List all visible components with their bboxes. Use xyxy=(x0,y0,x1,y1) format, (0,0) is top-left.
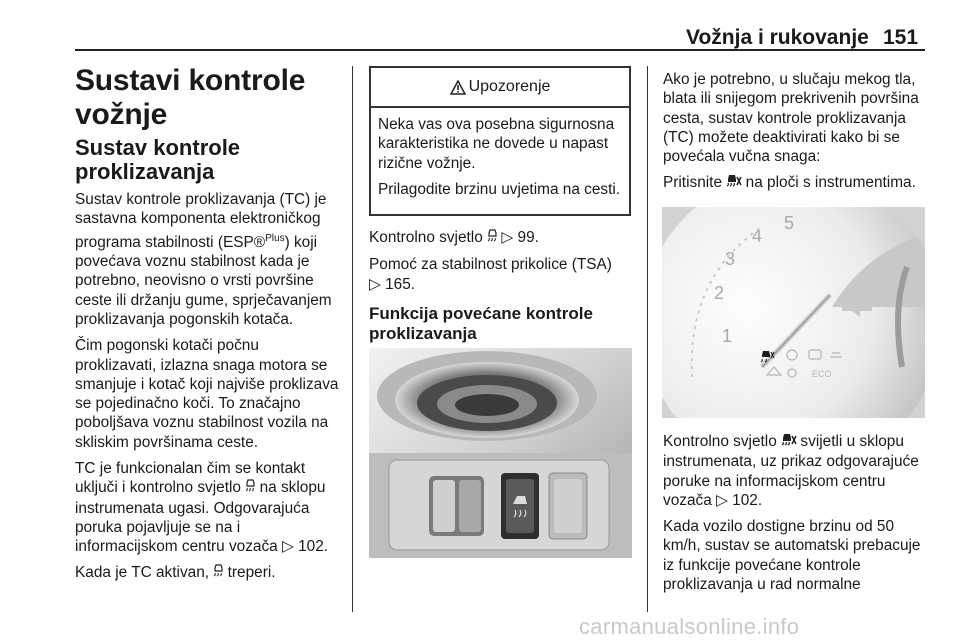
paragraph xyxy=(369,255,633,294)
warning-triangle-icon xyxy=(450,80,466,95)
paragraph xyxy=(369,228,633,248)
subsection-heading: Sustav kontrole proklizavanja xyxy=(75,135,241,184)
warning-title: Upozorenje xyxy=(468,78,551,95)
text-span: TC je funkcionalan čim se kontakt uključi i kontrolno svjetlo xyxy=(75,459,306,497)
dashboard-switch-photo xyxy=(369,348,632,558)
gauge-tick-4: 4 xyxy=(752,226,763,246)
text-span: Kada je TC aktivan, xyxy=(75,564,210,582)
warning-box xyxy=(369,66,631,216)
text-span: na sklopu instrumenata ugasi. Odgovarajuća poruka pojavljuje se na i informacijskom centru vozača xyxy=(75,479,326,556)
text-span: Kontrolno svjetlo xyxy=(369,229,483,246)
paragraph xyxy=(75,190,342,329)
column-divider-left xyxy=(352,66,353,612)
middle-column xyxy=(369,228,633,352)
eco-label: ECO xyxy=(812,369,832,379)
gauge-tick-5: 5 xyxy=(784,213,795,233)
gauge-tick-3: 3 xyxy=(725,249,736,269)
skid-car-icon xyxy=(213,566,227,580)
gauge-tick-1: 1 xyxy=(722,326,733,346)
text-span: Pritisnite xyxy=(663,174,723,192)
skid-car-off-icon xyxy=(781,435,800,449)
paragraph: Ako je potrebno, u slučaju mekog tla, blata ili snijegom prekrivenih površina cesta, sustav kontrole proklizavanja (TC) možete deaktivirati kako bi se povećala vučna snaga: xyxy=(663,71,919,166)
subsection-heading: Funkcija povećane kontrole proklizavanja xyxy=(369,303,593,343)
text-span: Kontrolno svjetlo xyxy=(663,433,777,450)
paragraph: Kada vozilo dostigne brzinu od 50 km/h, sustav se automatski prebacuje iz funkcije povećane kontrole proklizavanja u rad normalne xyxy=(663,518,921,594)
text-span: Sustav kontrole proklizavanja (TC) je sastavna komponenta elektroničkog programa stabilnosti (ESP® xyxy=(75,191,327,251)
text-span: ) koji povećava voznu stabilnost kada je potrebno, neovisno o vrsti površine ceste ili držanju gume, sprječavanjem proklizavanja pogonskih kotača. xyxy=(75,233,332,328)
text-span: svijetli u sklopu instrumenata, uz prikaz odgovarajuće poruke na informacijskom centru vozača xyxy=(663,433,919,509)
paragraph xyxy=(75,563,342,583)
warning-body xyxy=(371,108,629,199)
ref-arrow-icon: ▷ xyxy=(282,538,294,556)
superscript: Plus xyxy=(265,232,285,244)
page-ref-link[interactable]: 165. xyxy=(385,275,416,293)
text-span: treperi. xyxy=(227,564,276,582)
paragraph xyxy=(663,173,925,193)
text-span: na ploči s instrumentima. xyxy=(745,174,916,192)
right-column xyxy=(663,70,925,201)
skid-car-off-icon xyxy=(726,176,745,190)
ref-arrow-icon: ▷ xyxy=(369,275,381,293)
paragraph: Čim pogonski kotači počnu proklizavati, izlazna snaga motora se smanjuje i kotač koji najviše proklizava se pojedinačno koči. To značajno poboljšava voznu stabilnost vozila na skliskim površinama ceste. xyxy=(75,337,339,451)
page-number: 151 xyxy=(883,26,919,49)
left-column xyxy=(75,64,342,591)
instrument-gauge-photo xyxy=(662,207,925,418)
text-span: Pomoć za stabilnost prikolice (TSA) xyxy=(369,256,612,274)
section-heading: Sustavi kontrole vožnje xyxy=(75,64,306,131)
ref-arrow-icon: ▷ xyxy=(501,229,514,246)
skid-car-icon xyxy=(245,481,259,495)
paragraph xyxy=(75,459,342,556)
running-header-title: Vožnja i rukovanje xyxy=(686,26,869,49)
warning-text: Prilagodite brzinu uvjetima na cesti. xyxy=(378,180,621,198)
column-divider-right xyxy=(647,66,648,612)
page-ref-link[interactable]: 99. xyxy=(517,229,539,246)
page-ref-link[interactable]: 102. xyxy=(732,491,763,509)
gauge-tick-2: 2 xyxy=(714,283,725,303)
right-column-lower xyxy=(663,432,929,601)
paragraph xyxy=(663,432,929,510)
warning-text: Neka vas ova posebna sigurnosna karakteristika ne dovede u napast rizične vožnje. xyxy=(378,116,615,172)
skid-car-icon xyxy=(487,231,501,245)
header-rule xyxy=(75,49,925,51)
watermark: carmanualsonline.info xyxy=(579,614,800,639)
warning-header xyxy=(371,68,629,108)
page-ref-link[interactable]: 102. xyxy=(298,538,329,556)
ref-arrow-icon: ▷ xyxy=(716,491,728,509)
